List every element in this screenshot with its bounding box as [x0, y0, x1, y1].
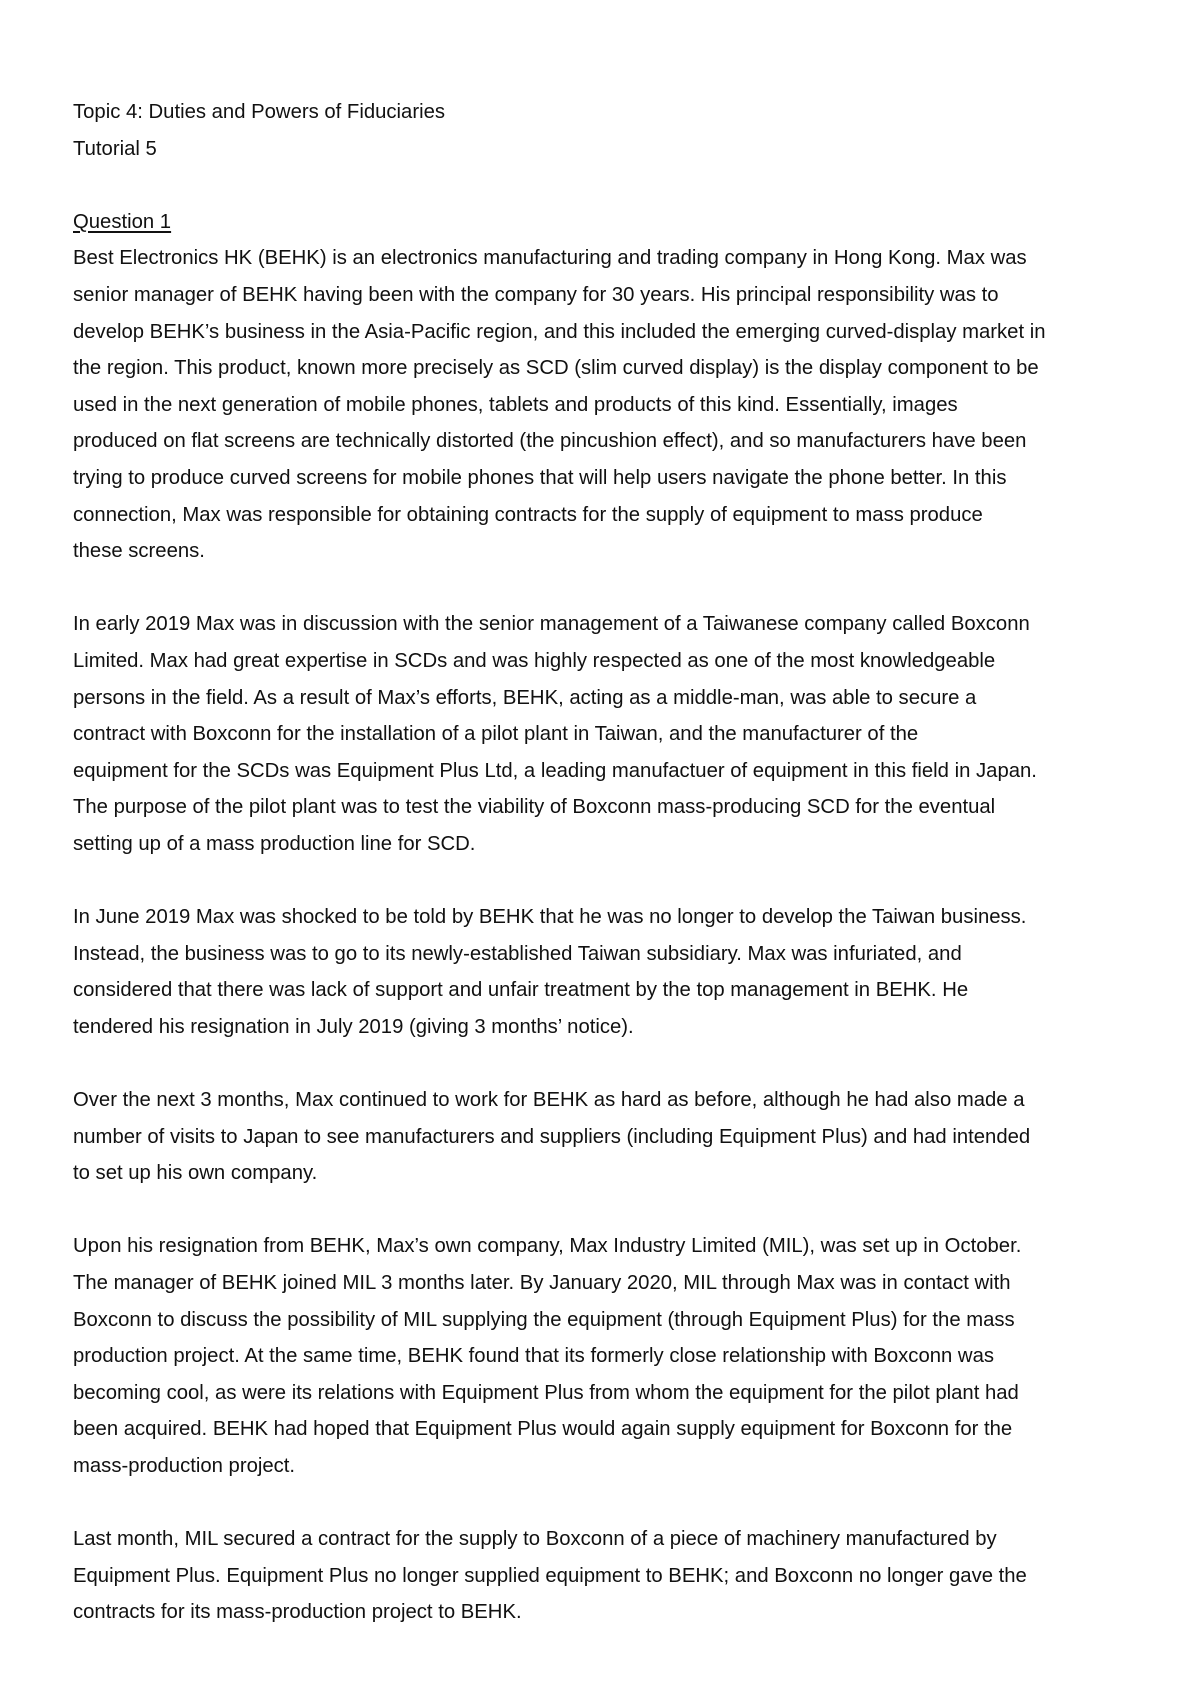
tutorial-line: Tutorial 5: [73, 137, 157, 160]
paragraph-line: becoming cool, as were its relations with Equipment Plus from whom the equipment for the pilot plant had: [73, 1381, 1019, 1404]
topic-line: Topic 4: Duties and Powers of Fiduciaries: [73, 101, 445, 123]
paragraph-5: [73, 1228, 1143, 1484]
paragraph-line: contract with Boxconn for the installation of a pilot plant in Taiwan, and the manufacturer of the: [73, 723, 919, 746]
document-body: [73, 94, 1143, 1631]
paragraph-line: Last month, MIL secured a contract for the supply to Boxconn of a piece of machinery manufactured by: [73, 1528, 997, 1551]
spacer: [73, 1485, 1143, 1522]
spacer: [73, 167, 1143, 204]
paragraph-line: number of visits to Japan to see manufacturers and suppliers (including Equipment Plus) and had intended: [73, 1125, 1031, 1148]
paragraph-line: tendered his resignation in July 2019 (giving 3 months’ notice).: [73, 1015, 634, 1038]
paragraph-line: setting up of a mass production line for SCD.: [73, 832, 476, 855]
paragraph-line: these screens.: [73, 540, 205, 563]
paragraph-line: the region. This product, known more precisely as SCD (slim curved display) is the display component to be: [73, 357, 1039, 380]
paragraph-line: to set up his own company.: [73, 1162, 318, 1185]
paragraph-4: [73, 1082, 1143, 1192]
paragraph-line: The manager of BEHK joined MIL 3 months later. By January 2020, MIL through Max was in contact with: [73, 1272, 1011, 1294]
paragraph-line: considered that there was lack of support and unfair treatment by the top management in BEHK. He: [73, 979, 969, 1002]
paragraph-line: In early 2019 Max was in discussion with the senior management of a Taiwanese company called Boxconn: [73, 613, 1030, 636]
spacer: [73, 1192, 1143, 1229]
paragraph-line: Best Electronics HK (BEHK) is an electronics manufacturing and trading company in Hong Kong. Max was: [73, 247, 1027, 270]
spacer: [73, 570, 1143, 607]
paragraph-1: [73, 240, 1143, 569]
paragraph-line: The purpose of the pilot plant was to test the viability of Boxconn mass-producing SCD for the eventual: [73, 796, 996, 819]
paragraph-6: [73, 1521, 1143, 1631]
question-heading: Question 1: [73, 210, 172, 233]
paragraph-line: persons in the field. As a result of Max’s efforts, BEHK, acting as a middle-man, was able to secure a: [73, 686, 977, 709]
paragraph-line: Equipment Plus. Equipment Plus no longer supplied equipment to BEHK; and Boxconn no longer gave the: [73, 1564, 1027, 1587]
paragraph-line: develop BEHK’s business in the Asia-Pacific region, and this included the emerging curved-display market in: [73, 320, 1046, 343]
paragraph-line: connection, Max was responsible for obtaining contracts for the supply of equipment to mass produce: [73, 503, 983, 526]
paragraph-2: [73, 606, 1143, 862]
paragraph-line: Upon his resignation from BEHK, Max’s own company, Max Industry Limited (MIL), was set up in October.: [73, 1235, 1022, 1258]
paragraph-line: Instead, the business was to go to its newly-established Taiwan subsidiary. Max was infuriated, and: [73, 942, 962, 965]
paragraph-line: senior manager of BEHK having been with the company for 30 years. His principal responsibility was to: [73, 283, 999, 306]
spacer: [73, 1045, 1143, 1082]
paragraph-line: equipment for the SCDs was Equipment Plus Ltd, a leading manufactuer of equipment in this field in Japan.: [73, 759, 1037, 782]
paragraph-line: contracts for its mass-production project to BEHK.: [73, 1601, 522, 1624]
paragraph-line: trying to produce curved screens for mobile phones that will help users navigate the phone better. In this: [73, 466, 1007, 489]
paragraph-line: used in the next generation of mobile phones, tablets and products of this kind. Essentially, images: [73, 393, 958, 416]
paragraph-line: been acquired. BEHK had hoped that Equipment Plus would again supply equipment for Boxconn for the: [73, 1418, 1013, 1441]
paragraph-line: Over the next 3 months, Max continued to work for BEHK as hard as before, although he had also made a: [73, 1089, 1025, 1112]
paragraph-line: Limited. Max had great expertise in SCDs and was highly respected as one of the most knowledgeable: [73, 649, 996, 672]
spacer: [73, 862, 1143, 899]
paragraph-line: Boxconn to discuss the possibility of MIL supplying the equipment (through Equipment Plus) for the mass: [73, 1308, 1015, 1331]
paragraph-line: mass-production project.: [73, 1454, 296, 1477]
paragraph-line: produced on flat screens are technically distorted (the pincushion effect), and so manufacturers have been: [73, 430, 1027, 453]
paragraph-3: [73, 899, 1143, 1045]
paragraph-line: production project. At the same time, BEHK found that its formerly close relationship with Boxconn was: [73, 1345, 994, 1368]
paragraph-line: In June 2019 Max was shocked to be told by BEHK that he was no longer to develop the Taiwan business.: [73, 906, 1027, 929]
